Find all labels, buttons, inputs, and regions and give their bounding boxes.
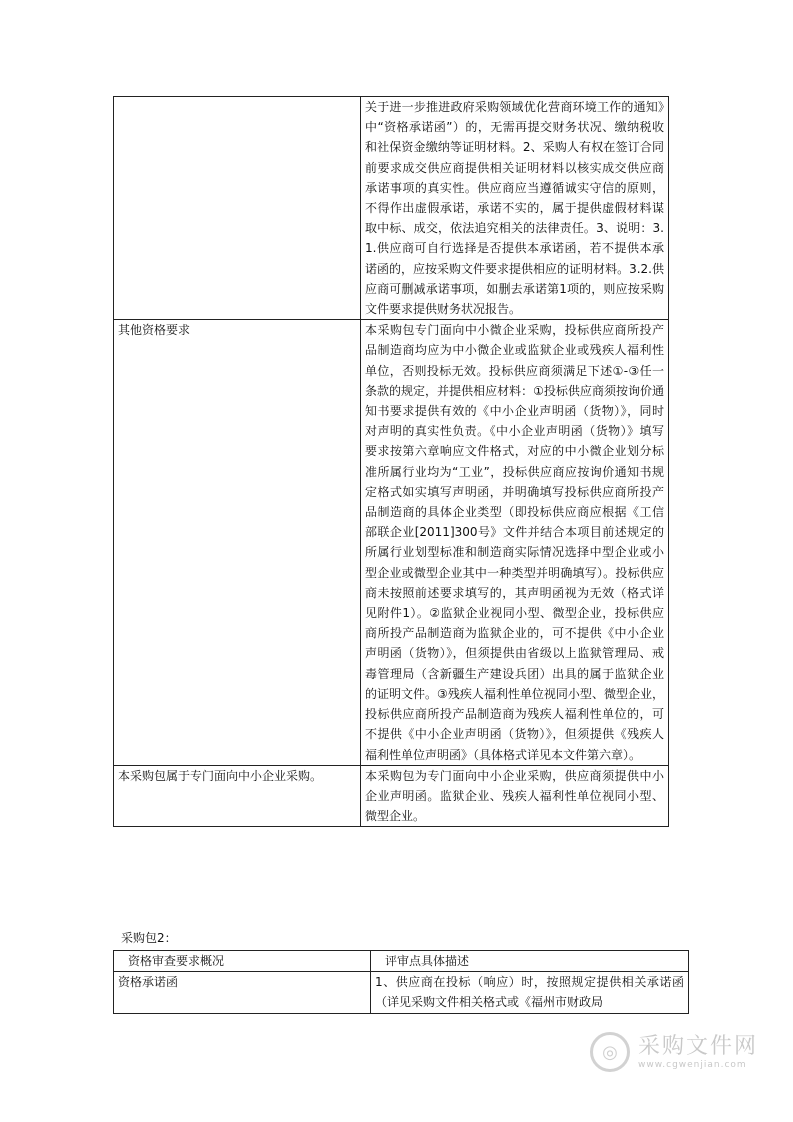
watermark-logo-icon: ◎	[590, 1032, 630, 1072]
table-row	[114, 97, 669, 320]
table-header-row	[114, 951, 689, 972]
qualification-table	[113, 96, 669, 827]
requirement-name-cell: 本采购包属于专门面向中小企业采购。	[114, 765, 361, 827]
requirement-name-cell: 其他资格要求	[114, 320, 361, 765]
watermark	[590, 1022, 760, 1082]
header-right: 评审点具体描述	[371, 951, 689, 972]
table-row	[114, 320, 669, 765]
header-left: 资格审查要求概况	[114, 951, 371, 972]
section-caption: 采购包2：	[121, 931, 177, 945]
requirement-name-cell: 资格承诺函	[114, 972, 371, 1013]
requirement-desc-cell: 本采购包专门面向中小微企业采购，投标供应商所投产品制造商均应为中小微企业或监狱企业或残疾人福利性单位，否则投标无效。投标供应商须满足下述①-③任一条款的规定，并提供相应材料：①投标供应商须按询价通知书要求提供有效的《中小企业声明函（货物）》，同时对声明的真实性负责。《中小企业声明函（货物）》填写要求按第六章响应文件格式，对应的中小微企业划分标准所属行业均为“工业”，投标供应商应按询价通知书规定格式如实填写声明函，并明确填写投标供应商所投产品制造商的具体企业类型（即投标供应商应根据《工信部联企业[2011]300号》文件并结合本项目前述规定的所属行业划型标准和制造商实际情况选择中型企业或小型企业或微型企业其中一种类型并明确填写）。投标供应商未按照前述要求填写的，其声明函视为无效（格式详见附件1）。②监狱企业视同小型、微型企业，投标供应商所投产品制造商为监狱企业的，可不提供《中小企业声明函（货物）》，但须提供由省级以上监狱管理局、戒毒管理局（含新疆生产建设兵团）出具的属于监狱企业的证明文件。③残疾人福利性单位视同小型、微型企业，投标供应商所投产品制造商为残疾人福利性单位的，可不提供《中小企业声明函（货物）》，但须提供《残疾人福利性单位声明函》（具体格式详见本文件第六章）。	[361, 320, 669, 765]
requirement-desc-cell: 关于进一步推进政府采购领域优化营商环境工作的通知》中“资格承诺函”）的，无需再提交财务状况、缴纳税收和社保资金缴纳等证明材料。2、采购人有权在签订合同前要求成交供应商提供相关证明材料以核实成交供应商承诺事项的真实性。供应商应当遵循诚实守信的原则，不得作出虚假承诺，承诺不实的，属于提供虚假材料谋取中标、成交，依法追究相关的法律责任。3、说明：3.1.供应商可自行选择是否提供本承诺函，若不提供本承诺函的，应按采购文件要求提供相应的证明材料。3.2.供应商可删减承诺事项，如删去承诺第1项的，则应按采购文件要求提供财务状况报告。	[361, 97, 669, 320]
requirement-name-cell	[114, 97, 361, 320]
package2-table	[113, 950, 689, 1014]
requirement-desc-cell: 本采购包为专门面向中小企业采购，供应商须提供中小企业声明函。监狱企业、残疾人福利性单位视同小型、微型企业。	[361, 765, 669, 827]
requirement-desc-cell: 1、供应商在投标（响应）时，按照规定提供相关承诺函（详见采购文件相关格式或《福州市财政局	[371, 972, 689, 1013]
table-row	[114, 972, 689, 1013]
watermark-title: 采购文件网	[638, 1034, 759, 1059]
watermark-url: www.cgwenjian.com	[638, 1060, 747, 1070]
table-row	[114, 765, 669, 827]
